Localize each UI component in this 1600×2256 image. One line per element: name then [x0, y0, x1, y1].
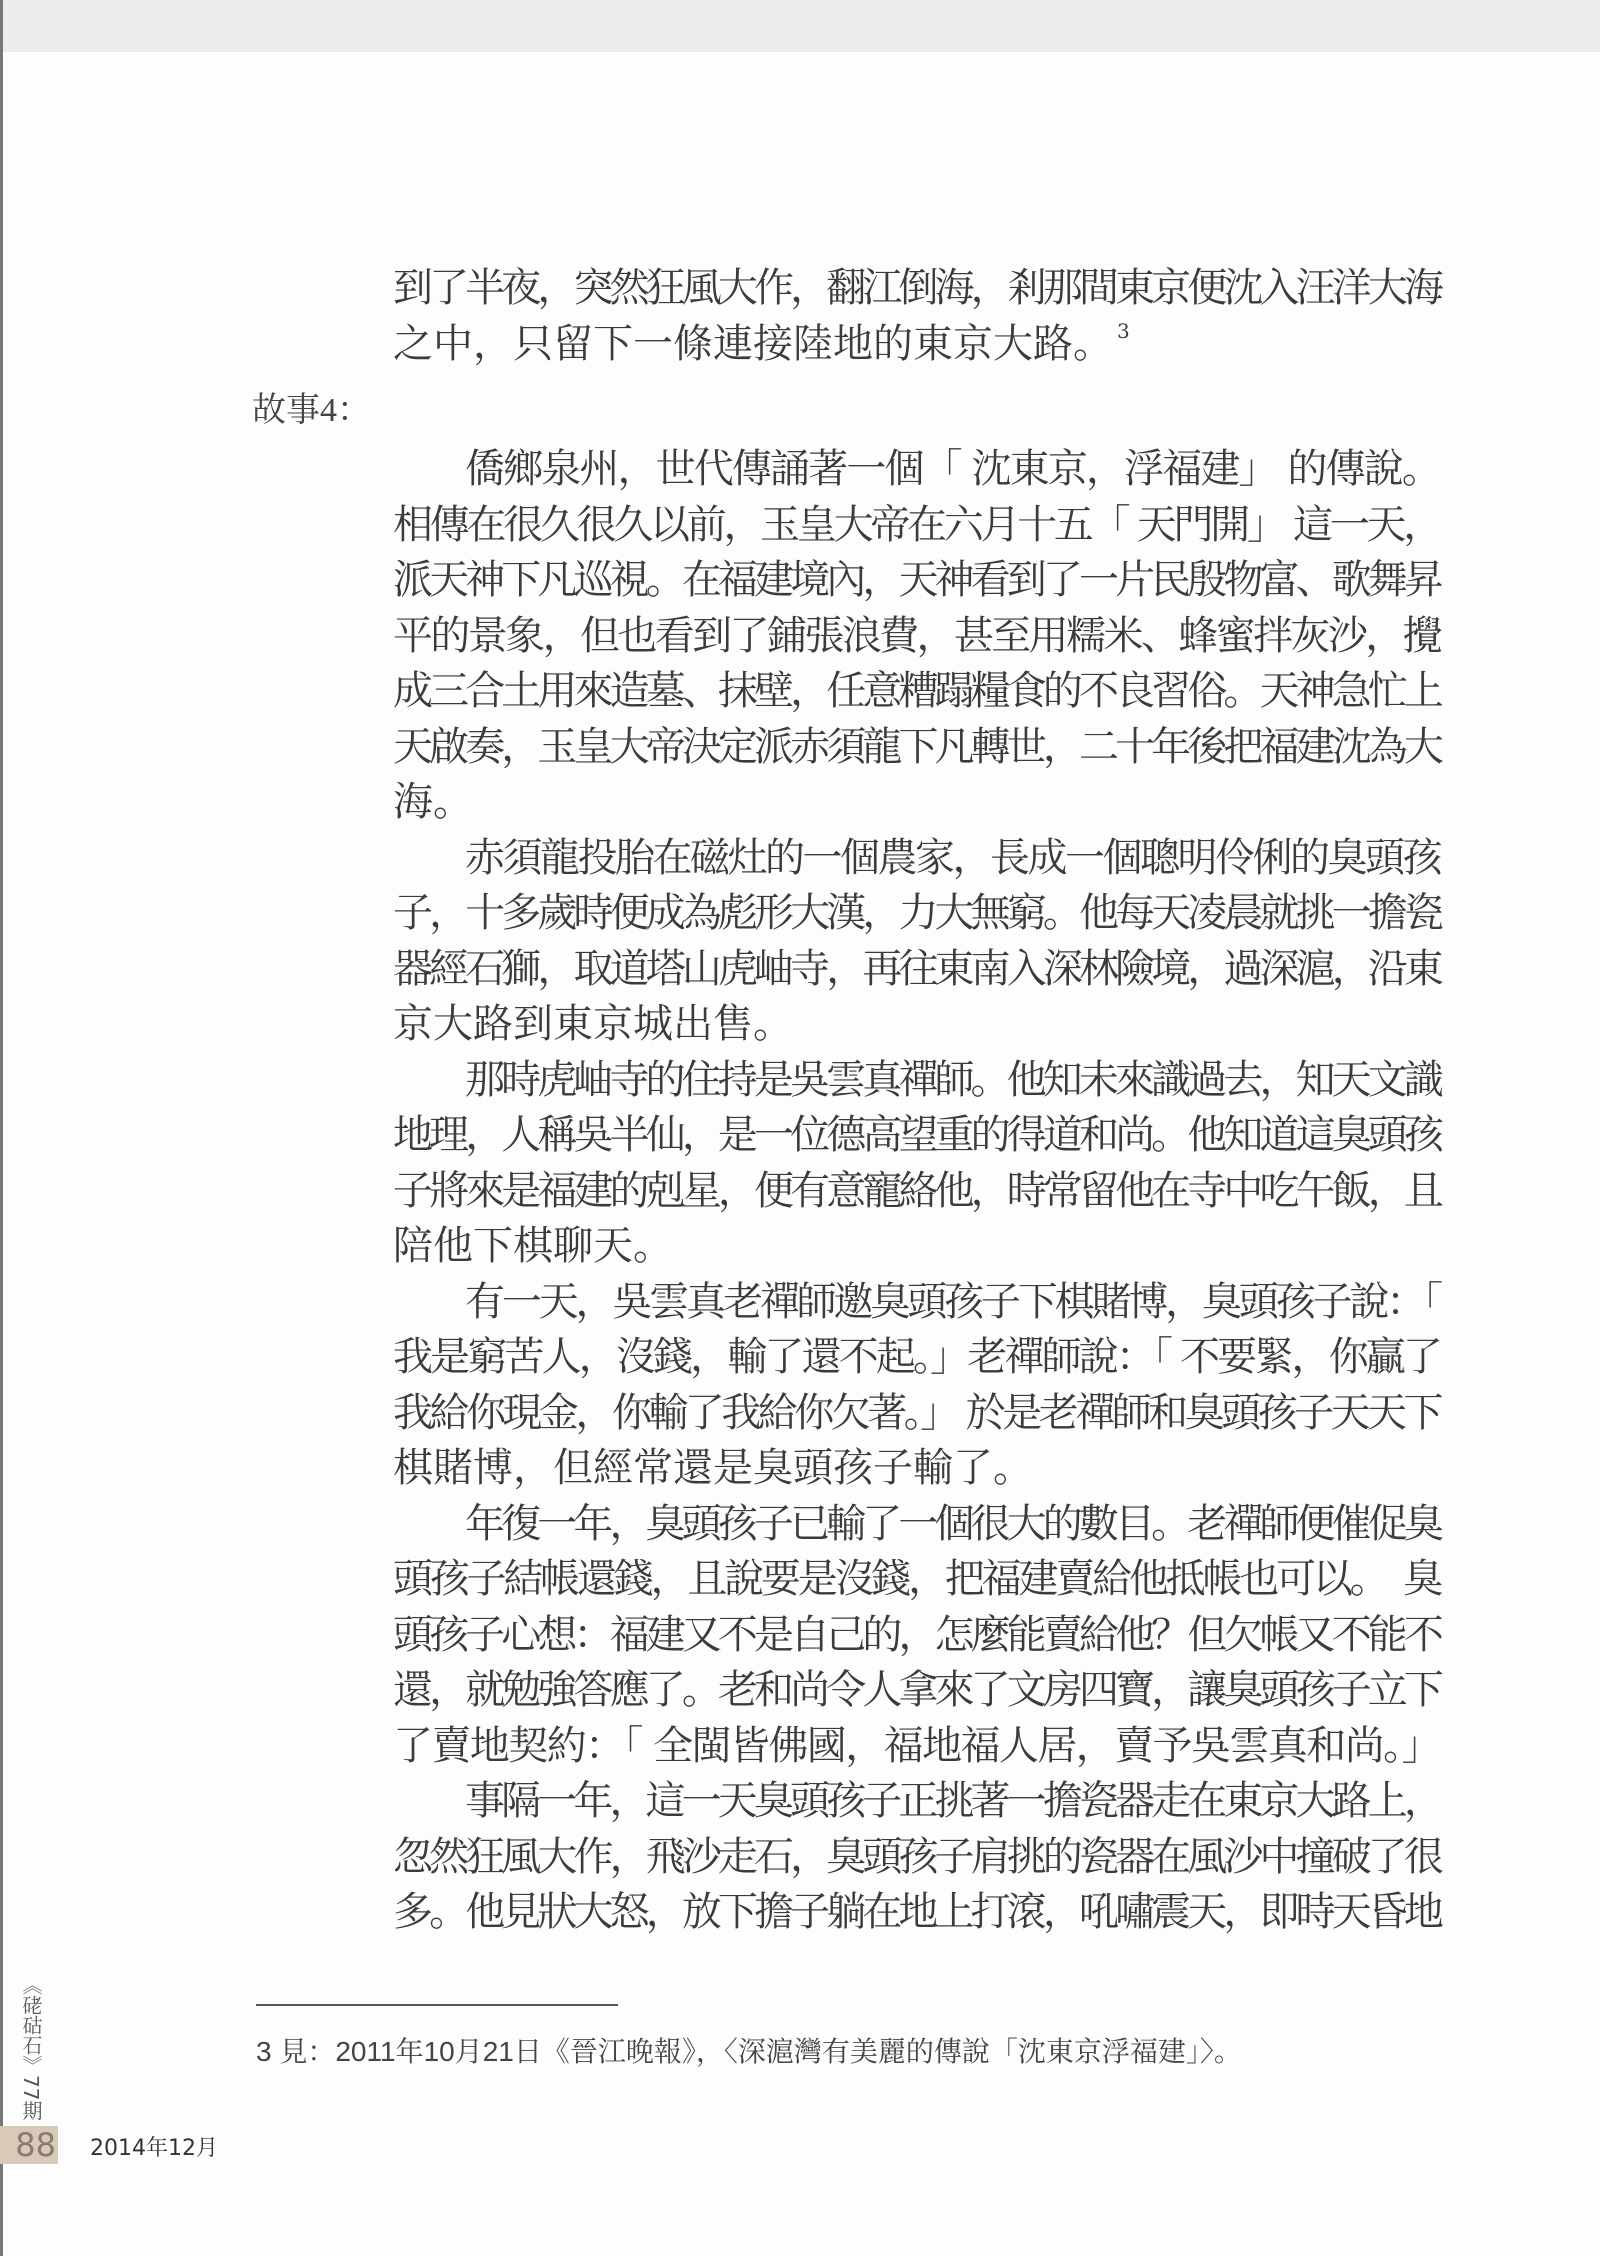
- text-line-content: 成三合土用來造墓、抹壁，任意糟蹋糧食的不良習俗。天神急忙上: [393, 668, 1440, 714]
- text-line: [393, 1608, 1440, 1664]
- text-line: [393, 609, 1440, 665]
- text-line-content: 有一天，吳雲真老禪師邀臭頭孩子下棋賭博，臭頭孩子說：「: [465, 1278, 1440, 1325]
- text-line: [393, 886, 1440, 942]
- text-line-content: 赤須龍投胎在磁灶的一個農家，長成一個聰明伶俐的臭頭孩: [465, 834, 1440, 881]
- text-line: [393, 1830, 1440, 1886]
- text-line: [393, 1219, 1440, 1275]
- text-line: [393, 1663, 1440, 1719]
- text-line: [393, 1885, 1440, 1941]
- text-line-content: 子，十多歲時便成為彪形大漢，力大無窮。他每天凌晨就挑一擔瓷: [393, 890, 1440, 936]
- story4-heading: 故事4：: [252, 392, 371, 429]
- text-line-content: 棋賭博，但經常還是臭頭孩子輸了。: [393, 1445, 1033, 1491]
- scan-top-band: [0, 0, 1600, 52]
- text-line: [393, 775, 1440, 831]
- text-line-content: 地理，人稱吳半仙，是一位德高望重的得道和尚。他知道這臭頭孩: [393, 1112, 1440, 1158]
- text-line: [393, 1719, 1440, 1775]
- text-line: [393, 1497, 1440, 1553]
- text-line-content: 還，就勉強答應了。老和尚令人拿來了文房四寶，讓臭頭孩子立下: [393, 1667, 1440, 1713]
- text-line-content: 忽然狂風大作，飛沙走石，臭頭孩子肩挑的瓷器在風沙中撞破了很: [393, 1833, 1440, 1880]
- text-line-content: 我是窮苦人，沒錢，輸了還不起。」老禪師說：「 不要緊，你贏了: [393, 1334, 1440, 1380]
- text-line-content: 頭孩子結帳還錢，且說要是沒錢，把福建賣給他抵帳也可以。 臭: [393, 1556, 1440, 1602]
- text-line-content: 年復一年，臭頭孩子已輸了一個很大的數目。老禪師便催促臭: [465, 1500, 1440, 1547]
- text-line-content: 那時虎岫寺的住持是吳雲真禪師。他知未來識過去，知天文識: [465, 1056, 1440, 1103]
- text-line: [393, 942, 1440, 998]
- text-line: [393, 1275, 1440, 1331]
- text-line-content: 之中，只留下一條連接陸地的東京大路。: [393, 321, 1113, 367]
- issue-date: 2014年12月: [90, 2136, 218, 2161]
- text-line: [393, 1441, 1440, 1497]
- text-line: [393, 1108, 1440, 1164]
- text-line: [393, 498, 1440, 554]
- page-number: 88: [0, 2126, 58, 2164]
- text-line: [393, 442, 1440, 498]
- publication-title: 《硓𥑮石》77期: [19, 1975, 43, 2121]
- text-line: [393, 316, 1440, 372]
- text-line-content: 海。: [393, 779, 473, 825]
- text-line: [393, 1053, 1440, 1109]
- text-line-content: 天啟奏，玉皇大帝決定派赤須龍下凡轉世，二十年後把福建沈為大: [393, 723, 1440, 770]
- text-line: [393, 1386, 1440, 1442]
- text-line: [393, 1552, 1440, 1608]
- text-line-content: 陪他下棋聊天。: [393, 1223, 673, 1269]
- text-line: [393, 831, 1440, 887]
- text-line-content: 京大路到東京城出售。: [393, 1001, 793, 1047]
- text-line-content: 平的景象，但也看到了鋪張浪費，甚至用糯米、蜂蜜拌灰沙，攪: [393, 612, 1440, 659]
- text-line-content: 僑鄉泉州，世代傳誦著一個「 沈東京，浮福建」 的傳說。: [465, 446, 1440, 492]
- text-line: [393, 1330, 1440, 1386]
- text-line-content: 我給你現金，你輸了我給你欠著。」 於是老禪師和臭頭孩子天天下: [393, 1389, 1440, 1436]
- text-line: [393, 1164, 1440, 1220]
- text-line-content: 器經石獅，取道塔山虎岫寺，再往東南入深林險境，過深滬，沿東: [393, 945, 1440, 992]
- story-continued-text: [393, 260, 1440, 372]
- text-line: [393, 553, 1440, 609]
- text-line-content: 事隔一年，這一天臭頭孩子正挑著一擔瓷器走在東京大路上，: [465, 1778, 1440, 1824]
- text-line-content: 頭孩子心想：福建又不是自己的，怎麼能賣給他？但欠帳又不能不: [393, 1611, 1440, 1658]
- story4-text: [393, 442, 1440, 1941]
- text-line: [393, 1774, 1440, 1830]
- text-line-content: 多。他見狀大怒，放下擔子躺在地上打滾，吼嘯震天，即時天昏地: [393, 1889, 1440, 1935]
- page-left-edge: [0, 0, 3, 2256]
- text-line: [393, 664, 1440, 720]
- text-line-content: 到了半夜，突然狂風大作，翻江倒海，剎那間東京便沈入汪洋大海: [393, 265, 1440, 311]
- footnote-3: 3 見：2011年10月21日《晉江晚報》，〈深滬灣有美麗的傳說「沈東京浮福建」〉。: [256, 2036, 1242, 2067]
- text-line-content: 相傳在很久很久以前，玉皇大帝在六月十五「 天門開」 這一天，: [393, 501, 1440, 548]
- text-line-content: 子將來是福建的剋星，便有意寵絡他，時常留他在寺中吃午飯，且: [393, 1167, 1440, 1214]
- text-line: [393, 720, 1440, 776]
- footnote-divider: [256, 2004, 618, 2006]
- text-line-content: 派天神下凡巡視。在福建境內，天神看到了一片民殷物富、歌舞昇: [393, 557, 1440, 603]
- text-line-content: 了賣地契約：「 全閩皆佛國，福地福人居，賣予吳雲真和尚。」: [393, 1722, 1440, 1769]
- text-line: [393, 997, 1440, 1053]
- text-line: [393, 260, 1440, 316]
- footnote-reference[interactable]: 3: [1117, 319, 1130, 343]
